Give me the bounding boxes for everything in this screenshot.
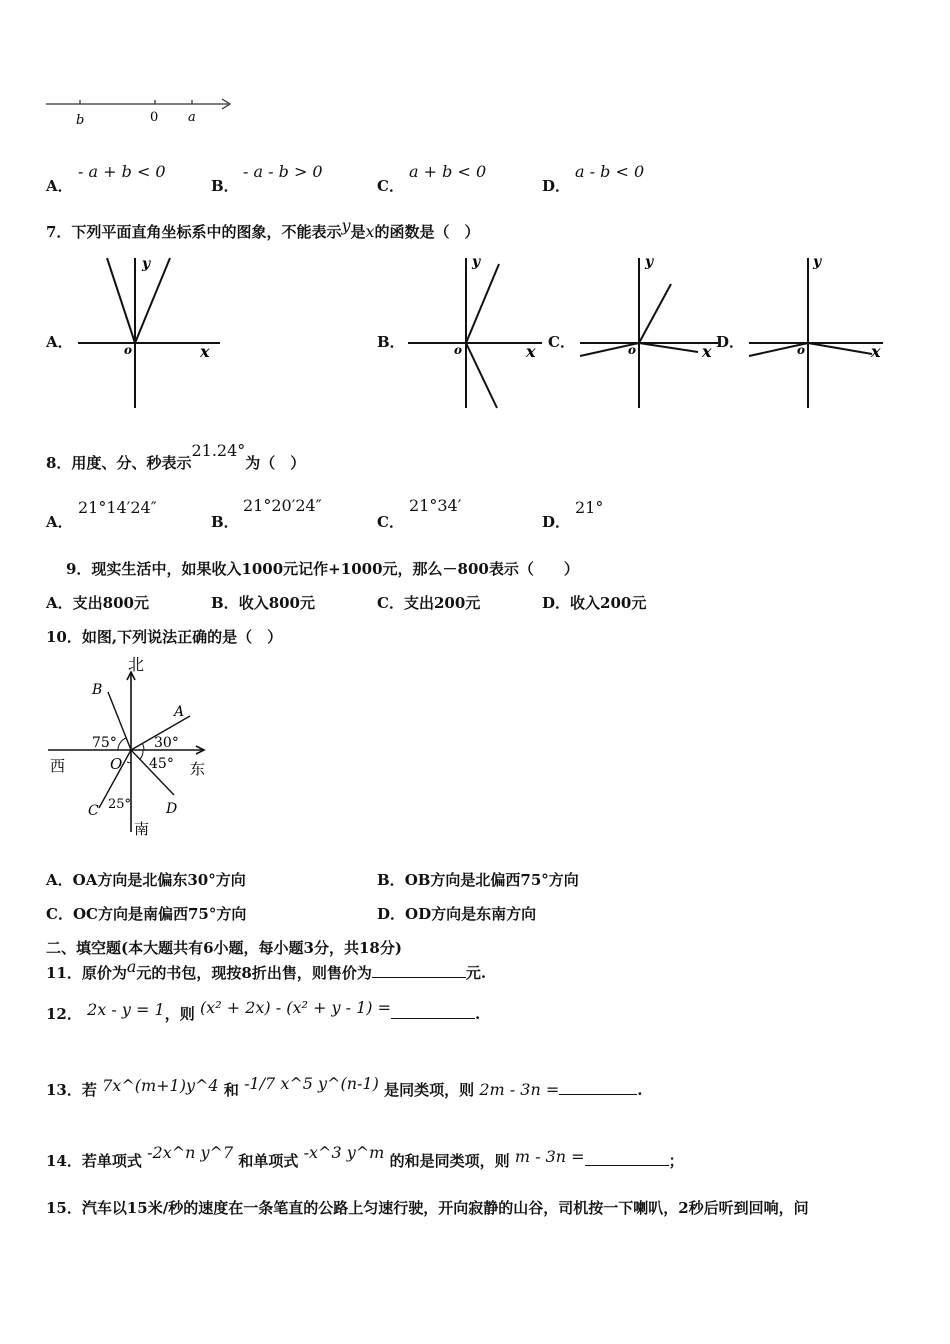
q12-answer-blank[interactable] bbox=[391, 1004, 475, 1019]
q12-expr1: 2x - y = 1 bbox=[87, 1000, 165, 1019]
q9-option-c-text: 支出200元 bbox=[403, 594, 481, 612]
q6-option-d-label: D． bbox=[542, 177, 571, 195]
q7-var-y: y bbox=[341, 216, 351, 235]
q7-text-post: 的函数是（ ） bbox=[374, 223, 480, 241]
q7-question bbox=[46, 216, 480, 242]
q11-pre: 11．原价为 bbox=[46, 964, 127, 982]
q9-option-a bbox=[46, 592, 149, 613]
q14-term2: -x^3 y^m bbox=[303, 1143, 385, 1162]
q7-text-mid: 是 bbox=[350, 223, 366, 241]
q6-option-a-label: A． bbox=[46, 177, 73, 195]
q8-option-b-expr: 21°20′24″ bbox=[243, 496, 322, 515]
q9-option-b-text: 收入800元 bbox=[238, 594, 315, 612]
graph-b-y-label: y bbox=[472, 254, 481, 270]
q6-option-a-expr: - a + b < 0 bbox=[78, 162, 166, 181]
section-2-title: 二、填空题(本大题共有6小题，每小题3分，共18分) bbox=[46, 939, 402, 957]
compass-point-a: A bbox=[174, 704, 185, 720]
q13-end: . bbox=[637, 1081, 643, 1099]
q14-end: ； bbox=[668, 1152, 684, 1170]
q14-expr: m - 3n = bbox=[514, 1147, 585, 1166]
graph-d-y-label: y bbox=[813, 254, 822, 270]
q7-graph-a bbox=[70, 250, 230, 415]
q7-text-pre: 7．下列平面直角坐标系中的图象，不能表示 bbox=[46, 223, 342, 241]
q7-graph-d bbox=[745, 250, 890, 415]
q14-answer-blank[interactable] bbox=[585, 1151, 669, 1166]
q6-option-c-label: C． bbox=[377, 177, 404, 195]
q9-option-c-label: C． bbox=[377, 594, 404, 612]
numberline-zero-label: 0 bbox=[150, 110, 159, 125]
q6-option-b-label: B． bbox=[211, 177, 239, 195]
numberline-b-label: b bbox=[76, 113, 85, 128]
q8-option-d-label: D． bbox=[542, 513, 571, 531]
q10-option-c-label: C． bbox=[46, 905, 73, 923]
q6-option-d-expr: a - b < 0 bbox=[575, 162, 645, 181]
q8-question bbox=[46, 441, 306, 473]
compass-point-c: C bbox=[88, 803, 99, 819]
q10-option-a-label: A． bbox=[46, 871, 73, 889]
compass-point-d: D bbox=[166, 801, 178, 817]
q11-question bbox=[46, 957, 487, 983]
q8-option-a-label: A． bbox=[46, 513, 73, 531]
number-line bbox=[40, 92, 240, 128]
compass-origin-o: O bbox=[110, 755, 123, 773]
compass-south-label: 南 bbox=[134, 820, 150, 838]
q12-expr2: (x² + 2x) - (x² + y - 1) = bbox=[199, 998, 392, 1017]
q7-graph-d-label: D． bbox=[716, 333, 745, 351]
angle-75-label: 75° bbox=[92, 735, 117, 751]
q12-question bbox=[46, 998, 481, 1024]
q13-question bbox=[46, 1074, 643, 1100]
q8-value: 21.24° bbox=[191, 441, 246, 460]
q6-option-c-expr: a + b < 0 bbox=[409, 162, 487, 181]
q9-option-b-label: B． bbox=[211, 594, 239, 612]
q11-post: 元的书包，现按8折出售，则售价为 bbox=[136, 964, 372, 982]
q8-option-a-expr: 21°14′24″ bbox=[78, 498, 157, 517]
q11-answer-blank[interactable] bbox=[372, 963, 466, 978]
q6-option-b-expr: - a - b > 0 bbox=[243, 162, 323, 181]
q13-pre: 13．若 bbox=[46, 1081, 97, 1099]
q8-text-post: 为（ ） bbox=[245, 454, 306, 472]
q7-graph-b bbox=[400, 250, 550, 415]
compass-north-label: 北 bbox=[128, 655, 145, 674]
compass-diagram bbox=[40, 652, 220, 842]
q13-answer-blank[interactable] bbox=[559, 1080, 637, 1095]
q9-option-a-label: A． bbox=[46, 594, 73, 612]
q11-end: 元. bbox=[465, 964, 487, 982]
numberline-a-label: a bbox=[188, 110, 196, 125]
graph-b-origin-label: o bbox=[454, 343, 463, 357]
q12-end: . bbox=[475, 1005, 481, 1023]
q14-term1: -2x^n y^7 bbox=[147, 1143, 234, 1162]
angle-45-label: 45° bbox=[149, 756, 174, 772]
q9-option-a-text: 支出800元 bbox=[72, 594, 149, 612]
angle-30-label: 30° bbox=[154, 735, 179, 751]
q7-graph-c-label: C． bbox=[548, 333, 575, 351]
q14-pre: 14．若单项式 bbox=[46, 1152, 142, 1170]
q13-post: 是同类项，则 bbox=[384, 1081, 475, 1099]
q10-option-a-text: OA方向是北偏东30°方向 bbox=[72, 871, 246, 889]
graph-d-origin-label: o bbox=[797, 343, 806, 357]
q10-option-c-text: OC方向是南偏西75°方向 bbox=[72, 905, 247, 923]
compass-point-b: B bbox=[92, 682, 103, 698]
q9-question: 9．现实生活中，如果收入1000元记作+1000元，那么－800表示（ ） bbox=[66, 560, 579, 578]
q9-option-d-text: 收入200元 bbox=[570, 594, 647, 612]
graph-c-y-label: y bbox=[645, 254, 654, 270]
q7-graph-c bbox=[575, 250, 725, 415]
q9-option-d bbox=[542, 592, 646, 613]
q10-option-b-text: OB方向是北偏西75°方向 bbox=[404, 871, 579, 889]
q10-option-b bbox=[377, 869, 579, 890]
graph-c-x-label: x bbox=[702, 342, 712, 361]
q14-question bbox=[46, 1143, 684, 1171]
q13-term1: 7x^(m+1)y^4 bbox=[102, 1076, 219, 1095]
compass-east-label: 东 bbox=[190, 760, 206, 778]
q10-option-d-label: D． bbox=[377, 905, 406, 923]
q7-graph-b-label: B． bbox=[377, 333, 405, 351]
q9-option-d-label: D． bbox=[542, 594, 571, 612]
q13-expr: 2m - 3n = bbox=[479, 1080, 560, 1099]
q13-term2: -1/7 x^5 y^(n-1) bbox=[244, 1074, 379, 1093]
q14-mid: 和单项式 bbox=[238, 1152, 299, 1170]
q9-option-c bbox=[377, 592, 480, 613]
q8-option-c-label: C． bbox=[377, 513, 404, 531]
angle-25-label: 25° bbox=[108, 797, 132, 812]
q7-var-x: x bbox=[365, 222, 375, 241]
q8-option-b-label: B． bbox=[211, 513, 239, 531]
graph-b-x-label: x bbox=[526, 342, 536, 361]
graph-a-origin-label: o bbox=[124, 343, 133, 357]
q10-option-d bbox=[377, 903, 536, 924]
graph-a-y-label: y bbox=[142, 256, 151, 272]
q8-text-pre: 8．用度、分、秒表示 bbox=[46, 454, 192, 472]
q7-graph-a-label: A． bbox=[46, 333, 73, 351]
q10-option-a bbox=[46, 869, 246, 890]
graph-c-origin-label: o bbox=[628, 343, 637, 357]
q8-option-d-expr: 21° bbox=[575, 498, 604, 517]
q11-var: a bbox=[126, 957, 137, 976]
q10-option-b-label: B． bbox=[377, 871, 405, 889]
graph-d-x-label: x bbox=[871, 342, 881, 361]
q12-mid: ，则 bbox=[164, 1005, 195, 1023]
q8-option-c-expr: 21°34′ bbox=[409, 496, 462, 515]
q15-question: 15．汽车以15米/秒的速度在一条笔直的公路上匀速行驶，开向寂静的山谷，司机按一下喇叭，2秒后听到回响，问 bbox=[46, 1199, 809, 1217]
graph-a-x-label: x bbox=[200, 342, 210, 361]
q9-option-b bbox=[211, 592, 315, 613]
q13-mid: 和 bbox=[223, 1081, 239, 1099]
q10-question: 10．如图,下列说法正确的是（ ） bbox=[46, 628, 283, 646]
q10-option-d-text: OD方向是东南方向 bbox=[405, 905, 537, 923]
q12-num: 12． bbox=[46, 1005, 82, 1023]
compass-west-label: 西 bbox=[50, 757, 66, 775]
q10-option-c bbox=[46, 903, 246, 924]
q14-post: 的和是同类项，则 bbox=[389, 1152, 510, 1170]
